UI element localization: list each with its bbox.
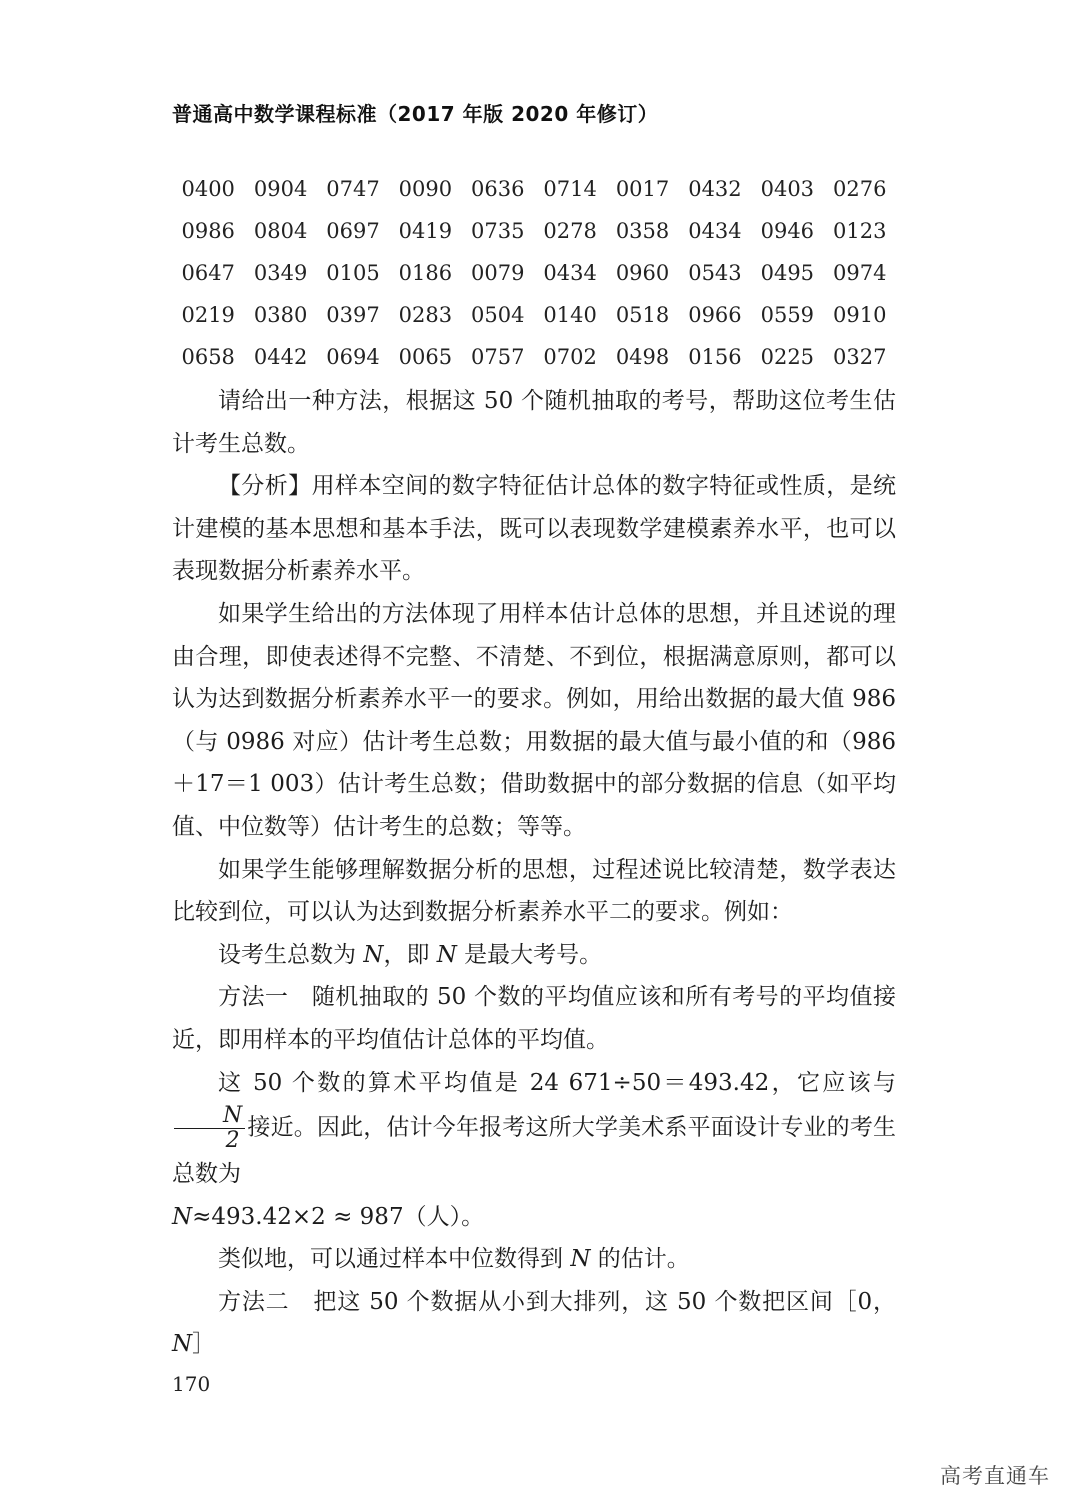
table-cell: 0974 [832, 261, 887, 285]
table-cell: 0747 [326, 177, 380, 201]
fraction-denominator: 2 [225, 1128, 240, 1154]
table-cell: 0697 [326, 219, 380, 243]
table-cell: 0518 [615, 303, 670, 327]
table-cell: 0498 [615, 345, 670, 369]
table-cell: 0156 [688, 345, 742, 369]
table-cell: 0419 [398, 219, 453, 243]
assumption-paragraph [172, 934, 896, 977]
method-one-paragraph: 方法一 随机抽取的 50 个数的平均值应该和所有考号的平均值接近，即用样本的平均值估计总体的平均值。 [172, 984, 896, 1053]
table-cell: 0283 [398, 303, 453, 327]
table-cell: 0714 [543, 177, 597, 201]
table-cell: 0090 [398, 177, 453, 201]
assumption-text-c: 是最大考号。 [456, 941, 603, 968]
method-two-text-b: ］ [192, 1331, 216, 1358]
table-cell: 0647 [181, 261, 235, 285]
variable-n: N [363, 941, 384, 968]
table-cell: 0543 [688, 261, 742, 285]
table-cell: 0225 [760, 345, 815, 369]
table-row [172, 336, 896, 378]
running-head-title: 普通高中数学课程标准（2017 年版 2020 年修订） [172, 102, 659, 126]
median-text-a: 类似地，可以通过样本中位数得到 [218, 1246, 571, 1273]
table-cell: 0278 [543, 219, 597, 243]
table-cell: 0442 [253, 345, 308, 369]
table-row [172, 210, 896, 252]
median-text-b: 的估计。 [590, 1246, 690, 1273]
table-cell: 0559 [760, 303, 815, 327]
analysis-paragraph: 【分析】用样本空间的数字特征估计总体的数字特征或性质，是统计建模的基本思想和基本手法，既可以表现数学建模素养水平，也可以表现数据分析素养水平。 [172, 473, 896, 585]
level-two-paragraph: 如果学生能够理解数据分析的思想，过程述说比较清楚，数学表达比较到位，可以认为达到数据分析素养水平二的要求。例如： [172, 856, 896, 926]
table-row [172, 252, 896, 294]
table-cell: 0432 [688, 177, 742, 201]
table-cell: 0079 [471, 261, 525, 285]
variable-n: N [570, 1246, 591, 1273]
variable-n: N [172, 1331, 193, 1358]
table-cell: 0219 [181, 303, 235, 327]
table-cell: 0400 [181, 177, 235, 201]
fraction-n-over-2 [174, 1104, 245, 1153]
table-cell: 0327 [832, 345, 887, 369]
body-text [172, 380, 896, 1366]
table-cell: 0735 [471, 219, 525, 243]
question-paragraph: 请给出一种方法，根据这 50 个随机抽取的考号，帮助这位考生估计考生总数。 [172, 388, 896, 457]
table-cell: 0276 [832, 177, 887, 201]
table-cell: 0694 [326, 345, 380, 369]
assumption-text-b: ，即 [383, 941, 437, 968]
table-cell: 0495 [760, 261, 815, 285]
table-cell: 0123 [832, 219, 887, 243]
table-cell: 0380 [253, 303, 308, 327]
table-cell: 0140 [543, 303, 597, 327]
table-cell: 0504 [471, 303, 525, 327]
table-cell: 0358 [615, 219, 670, 243]
watermark-text: 高考直通车 [940, 1464, 1050, 1488]
table-cell: 0804 [253, 219, 308, 243]
table-row [172, 168, 896, 210]
table-cell: 0397 [326, 303, 380, 327]
mean-text-b: 接近。因此，估计今年报考这所大学美术系平面设计专业的考生总数为 [172, 1114, 896, 1188]
table-cell: 0349 [253, 261, 308, 285]
estimate-formula [172, 1196, 896, 1239]
table-cell: 0017 [615, 177, 670, 201]
mean-text-a: 这 50 个数的算术平均值是 24 671÷50＝493.42，它应该与 [218, 1069, 896, 1096]
exam-number-table [172, 168, 896, 378]
table-cell: 0946 [760, 219, 815, 243]
fraction-numerator: N [174, 1104, 245, 1129]
variable-n: N [436, 941, 457, 968]
table-cell: 0904 [253, 177, 308, 201]
table-cell: 0910 [832, 303, 887, 327]
method-two-paragraph [172, 1281, 896, 1366]
table-cell: 0065 [398, 345, 453, 369]
table-cell: 0986 [181, 219, 235, 243]
table-cell: 0757 [471, 345, 525, 369]
table-cell: 0434 [688, 219, 742, 243]
table-cell: 0960 [615, 261, 670, 285]
table-row [172, 294, 896, 336]
table-cell: 0105 [326, 261, 380, 285]
level-one-paragraph: 如果学生给出的方法体现了用样本估计总体的思想，并且述说的理由合理，即使表述得不完整、不清楚、不到位，根据满意原则，都可以认为达到数据分析素养水平一的要求。例如，用给出数据的最大值 986（与 0986 对应）估计考生总数；用数据的最大值与最小值的和（986＋17＝1 003）估计考生总数；借助数据中的部分数据的信息（如平均值、中位数等）估计考生的总数；等等。 [172, 600, 896, 840]
method-two-text-a: 方法二 把这 50 个数据从小到大排列，这 50 个数把区间［0， [218, 1288, 896, 1315]
table-cell: 0186 [398, 261, 453, 285]
table-cell: 0403 [760, 177, 815, 201]
median-paragraph [172, 1238, 896, 1281]
table-cell: 0966 [688, 303, 742, 327]
assumption-text-a: 设考生总数为 [218, 941, 364, 968]
table-cell: 0636 [471, 177, 525, 201]
table-cell: 0434 [543, 261, 597, 285]
mean-paragraph [172, 1062, 896, 1196]
page-number: 170 [172, 1372, 211, 1396]
table-cell: 0658 [181, 345, 235, 369]
formula-rest: ≈493.42×2 ≈ 987（人）。 [192, 1203, 485, 1230]
table-cell: 0702 [543, 345, 597, 369]
variable-n: N [172, 1203, 193, 1230]
